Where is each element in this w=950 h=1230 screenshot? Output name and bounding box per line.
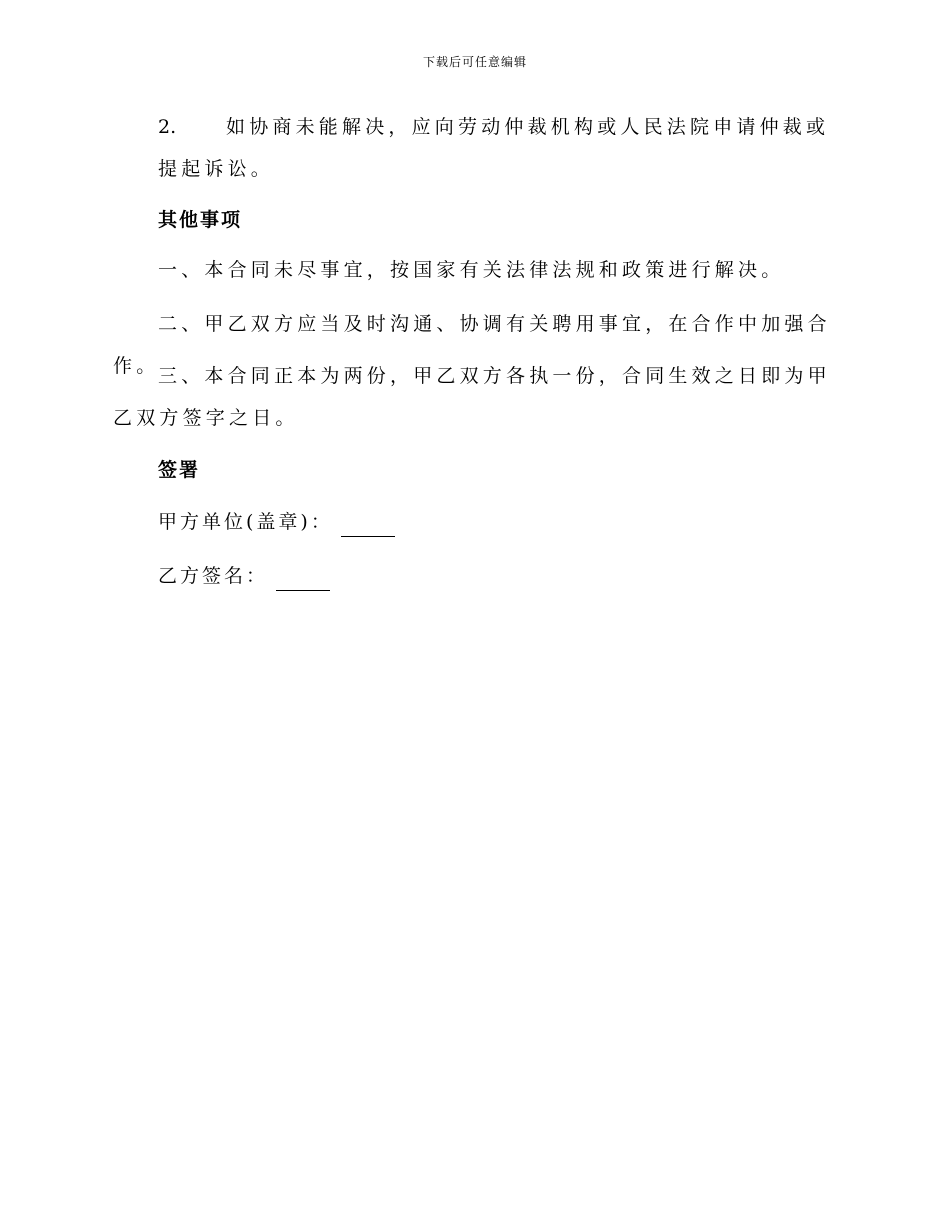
other-item-1: 一、本合同未尽事宜，按国家有关法律法规和政策进行解决。 (158, 259, 785, 281)
dispute-clause (158, 106, 834, 190)
other-item-2: 二、甲乙双方应当及时沟通、协调有关聘用事宜，在合作中加强合作。 (113, 313, 831, 377)
clause-number: 2. (158, 116, 177, 138)
party-b-blank[interactable] (276, 570, 330, 591)
party-b-signature-line (158, 561, 330, 591)
clause-text: 如协商未能解决，应向劳动仲裁机构或人民法院申请仲裁或提起诉讼。 (158, 116, 830, 180)
section-heading-other: 其他事项 (158, 209, 243, 231)
party-b-label: 乙方签名： (158, 565, 269, 587)
section-heading-signature: 签署 (158, 459, 201, 481)
party-a-signature-line (158, 507, 395, 537)
party-a-label: 甲方单位(盖章)： (158, 511, 333, 533)
page-header: 下载后可任意编辑 (422, 55, 527, 69)
other-item-3: 三、本合同正本为两份，甲乙双方各执一份，合同生效之日即为甲乙双方签字之日。 (113, 365, 831, 429)
party-a-blank[interactable] (341, 516, 395, 537)
